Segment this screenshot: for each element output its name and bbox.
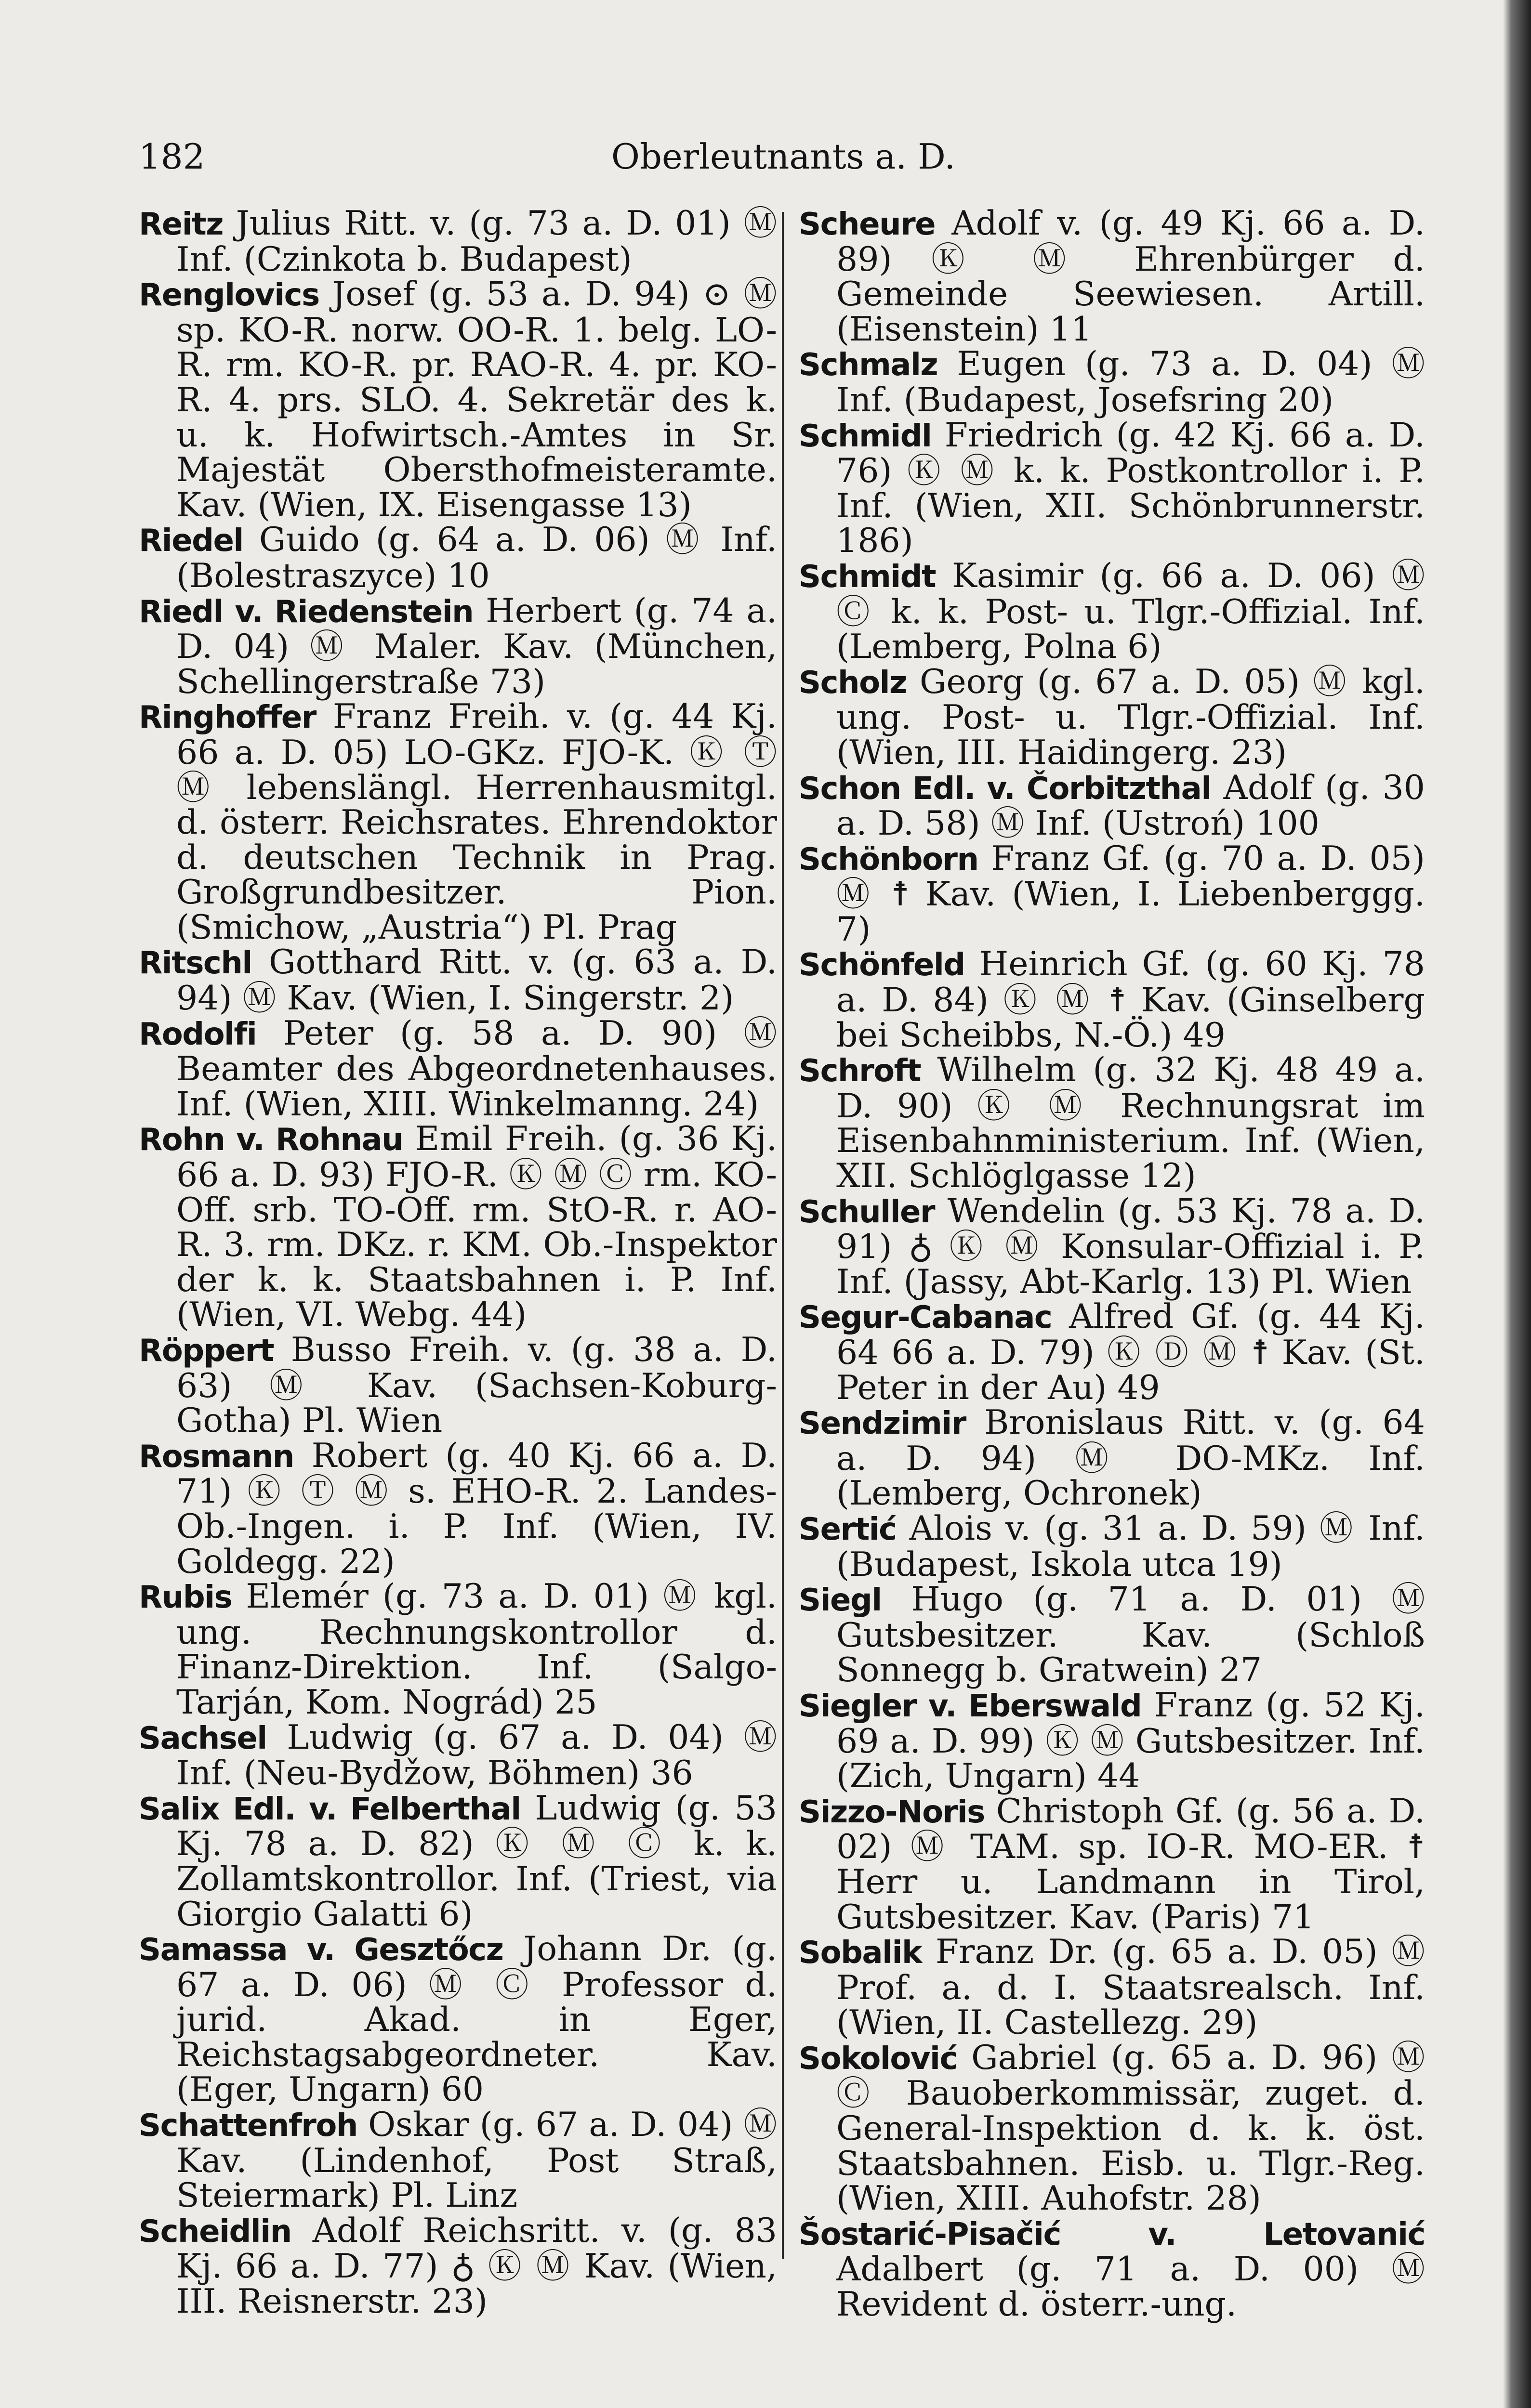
entry-text: Guido (g. 64 a. D. 06) Ⓜ Inf. (Bolestraszyce) 10 bbox=[176, 520, 777, 595]
entry-name: Röppert bbox=[139, 1333, 274, 1369]
directory-entry bbox=[139, 1788, 777, 1934]
entry-name: Sokolović bbox=[799, 2041, 957, 2077]
entry-text: Elemér (g. 73 a. D. 01) Ⓜ kgl. ung. Rechnungskontrollor d. Finanz-Direktion. Inf. (Salgo-Tarján, Kom. Nográd) 25 bbox=[176, 1577, 777, 1722]
directory-entry bbox=[799, 415, 1425, 561]
entry-name: Sendzimir bbox=[799, 1406, 966, 1442]
entry-text: Alfred Gf. (g. 44 Kj. 64 66 a. D. 79) Ⓚ Ⓓ Ⓜ ☨ Kav. (St. Peter in der Au) 49 bbox=[836, 1297, 1425, 1407]
entry-text: Franz (g. 52 Kj. 69 a. D. 99) Ⓚ Ⓜ Gutsbesitzer. Inf. (Zich, Ungarn) 44 bbox=[836, 1685, 1425, 1796]
entry-text: Adolf (g. 30 a. D. 58) Ⓜ Inf. (Ustroń) 100 bbox=[836, 768, 1425, 843]
directory-entry bbox=[139, 1929, 777, 2109]
entry-text: Christoph Gf. (g. 56 a. D. 02) Ⓜ TAM. sp. IO-R. MO-ER. ☨ Herr u. Landmann in Tirol, Gutsbesitzer. Kav. (Paris) 71 bbox=[836, 1791, 1425, 1937]
entry-text: Heinrich Gf. (g. 60 Kj. 78 a. D. 84) Ⓚ Ⓜ ☨ Kav. (Ginselberg bei Scheibbs, N.-Ö.) 49 bbox=[836, 944, 1425, 1055]
entry-text: Hugo (g. 71 a. D. 01) Ⓜ Gutsbesitzer. Kav. (Schloß Sonnegg b. Gratwein) 27 bbox=[836, 1580, 1425, 1690]
entry-text: Oskar (g. 67 a. D. 04) Ⓜ Kav. (Lindenhof, Post Straß, Steiermark) Pl. Linz bbox=[176, 2105, 777, 2215]
entry-name: Riedl v. Riedenstein bbox=[139, 594, 474, 630]
directory-entry bbox=[139, 591, 778, 701]
entry-name: Scheidlin bbox=[139, 2213, 291, 2250]
entry-text: Franz Freih. v. (g. 44 Kj. 66 a. D. 05) LO-GKz. FJO-K. Ⓚ Ⓣ Ⓜ lebenslängl. Herrenhausmitgl. d. österr. Reichsrates. Ehrendoktor d. deutschen Technik in Prag. Großgrundbesitzer. Pion. (Smichow, „Austria“) Pl. Prag bbox=[176, 697, 777, 947]
page-header bbox=[139, 130, 1428, 183]
entry-name: Schattenfroh bbox=[139, 2108, 357, 2144]
entry-text: Friedrich (g. 42 Kj. 66 a. D. 76) Ⓚ Ⓜ k. k. Postkontrollor i. P. Inf. (Wien, XII. Schönbrunnerstr. 186) bbox=[836, 415, 1425, 561]
directory-entry bbox=[799, 944, 1425, 1055]
entry-text: Herbert (g. 74 a. D. 04) Ⓜ Maler. Kav. (München, Schellingerstraße 73) bbox=[176, 591, 778, 701]
entry-name: Rodolfi bbox=[139, 1016, 257, 1052]
entry-text: Georg (g. 67 a. D. 05) Ⓜ kgl. ung. Post- u. Tlgr.-Offizial. Inf. (Wien, III. Haidingerg. 23) bbox=[836, 662, 1425, 772]
right-column bbox=[799, 206, 1425, 2322]
entry-name: Schönfeld bbox=[799, 947, 965, 983]
page-edge-shadow bbox=[1503, 0, 1531, 2408]
entry-text: Adolf v. (g. 49 Kj. 66 a. D. 89) Ⓚ Ⓜ Ehrenbürger d. Gemeinde Seewiesen. Artill. (Eisenstein) 11 bbox=[836, 204, 1425, 349]
directory-entry bbox=[799, 768, 1425, 843]
entry-name: Siegler v. Eberswald bbox=[799, 1688, 1142, 1724]
entry-text: Emil Freih. (g. 36 Kj. 66 a. D. 93) FJO-R. Ⓚ Ⓜ Ⓒ rm. KO-Off. srb. TO-Off. rm. StO-R. r. AO-R. 3. rm. DKz. r. KM. Ob.-Inspektor der k. k. Staatsbahnen i. P. Inf. (Wien, VI. Webg. 44) bbox=[176, 1119, 778, 1335]
directory-entry bbox=[139, 2107, 777, 2213]
entry-text: Franz Dr. (g. 65 a. D. 05) Ⓜ Prof. a. d. I. Staatsrealsch. Inf. (Wien, II. Castellezg. 29) bbox=[836, 1932, 1425, 2042]
directory-entry bbox=[799, 2216, 1425, 2322]
directory-entry bbox=[799, 838, 1425, 949]
directory-entry bbox=[799, 344, 1425, 419]
entry-name: Schroft bbox=[799, 1053, 921, 1089]
entry-name: Schönborn bbox=[799, 841, 978, 877]
directory-entry bbox=[799, 662, 1425, 772]
entry-name: Scheure bbox=[799, 207, 936, 242]
entry-name: Scholz bbox=[799, 665, 907, 701]
directory-entry bbox=[139, 942, 777, 1018]
entry-text: Alois v. (g. 31 a. D. 59) Ⓜ Inf. (Budapest, Iskola utca 19) bbox=[836, 1508, 1425, 1584]
entry-name: Riedel bbox=[139, 523, 243, 559]
directory-entry bbox=[139, 1717, 777, 1793]
directory-entry bbox=[139, 699, 777, 945]
directory-entry bbox=[139, 2213, 777, 2319]
directory-entry bbox=[799, 1791, 1425, 1937]
entry-text: Kasimir (g. 66 a. D. 06) Ⓜ Ⓒ k. k. Post- u. Tlgr.-Offizial. Inf. (Lemberg, Polna 6) bbox=[836, 556, 1425, 667]
entry-text: Ludwig (g. 67 a. D. 04) Ⓜ Inf. (Neu-Bydžow, Böhmen) 36 bbox=[176, 1717, 777, 1793]
directory-entry bbox=[799, 1191, 1425, 1301]
left-column bbox=[139, 206, 777, 2319]
directory-entry bbox=[799, 1050, 1425, 1196]
entry-name: Sobalik bbox=[799, 1935, 922, 1971]
entry-name: Renglovics bbox=[139, 277, 319, 314]
entry-name: Samassa v. Gesztőcz bbox=[139, 1932, 503, 1968]
entry-name: Salix Edl. v. Felberthal bbox=[139, 1791, 521, 1827]
entry-name: Schuller bbox=[799, 1194, 935, 1230]
entry-text: Gabriel (g. 65 a. D. 96) Ⓜ Ⓒ Bauoberkommissär, zuget. d. General-Inspektion d. k. k. öst. Staatsbahnen. Eisb. u. Tlgr.-Reg. (Wien, XIII. Auhofstr. 28) bbox=[836, 2038, 1425, 2218]
directory-entry bbox=[139, 1330, 777, 1440]
entry-text: Adolf Reichsritt. v. (g. 83 Kj. 66 a. D. 77) ♁ Ⓚ Ⓜ Kav. (Wien, III. Reisnerstr. 23) bbox=[176, 2211, 777, 2321]
entry-text: Johann Dr. (g. 67 a. D. 06) Ⓜ Ⓒ Professor d. jurid. Akad. in Eger, Reichstagsabgeordneter. Kav. (Eger, Ungarn) 60 bbox=[176, 1929, 777, 2109]
entry-text: Peter (g. 58 a. D. 90) Ⓜ Beamter des Abgeordnetenhauses. Inf. (Wien, XIII. Winkelmanng. 24) bbox=[176, 1013, 777, 1124]
directory-entry bbox=[799, 1685, 1425, 1796]
entry-name: Ringhoffer bbox=[139, 700, 316, 736]
entry-name: Schon Edl. v. Čorbitzthal bbox=[799, 771, 1211, 807]
entry-text: Julius Ritt. v. (g. 73 a. D. 01) Ⓜ Inf. (Czinkota b. Budapest) bbox=[176, 204, 777, 279]
directory-entry bbox=[139, 277, 777, 523]
entry-name: Ritschl bbox=[139, 945, 252, 982]
entry-name: Šostarić-Pisačić v. Letovanić bbox=[799, 2216, 1425, 2252]
directory-entry bbox=[799, 1299, 1425, 1405]
directory-entry bbox=[799, 2038, 1425, 2218]
entry-text: Wendelin (g. 53 Kj. 78 a. D. 91) ♁ Ⓚ Ⓜ Konsular-Offizial i. P. Inf. (Jassy, Abt-Karlg. 13) Pl. Wien bbox=[836, 1191, 1425, 1301]
entry-name: Rohn v. Rohnau bbox=[139, 1122, 403, 1158]
entry-text: Wilhelm (g. 32 Kj. 48 49 a. D. 90) Ⓚ Ⓜ Rechnungsrat im Eisenbahnministerium. Inf. (Wien, XII. Schlöglgasse 12) bbox=[836, 1050, 1425, 1196]
entry-name: Rubis bbox=[139, 1580, 232, 1616]
entry-text: Robert (g. 40 Kj. 66 a. D. 71) Ⓚ Ⓣ Ⓜ s. EHO-R. 2. Landes-Ob.-Ingen. i. P. Inf. (Wien, IV. Goldegg. 22) bbox=[176, 1436, 777, 1581]
running-title: Oberleutnants a. D. bbox=[611, 136, 956, 177]
directory-entry bbox=[139, 206, 777, 277]
entry-text: Bronislaus Ritt. v. (g. 64 a. D. 94) Ⓜ DO-MKz. Inf. (Lemberg, Ochronek) bbox=[836, 1403, 1425, 1513]
directory-entry bbox=[139, 1119, 778, 1335]
entry-text: Busso Freih. v. (g. 38 a. D. 63) Ⓜ Kav. (Sachsen-Koburg-Gotha) Pl. Wien bbox=[176, 1330, 777, 1440]
entry-name: Reitz bbox=[139, 207, 223, 242]
entry-text: Franz Gf. (g. 70 a. D. 05) Ⓜ ☨ Kav. (Wien, I. Liebenberggg. 7) bbox=[836, 838, 1425, 949]
directory-entry bbox=[799, 1932, 1425, 2042]
directory-entry bbox=[139, 1436, 777, 1581]
entry-name: Segur-Cabanac bbox=[799, 1300, 1052, 1336]
entry-name: Rosmann bbox=[139, 1439, 294, 1475]
directory-entry bbox=[799, 1582, 1425, 1688]
entry-text: Ludwig (g. 53 Kj. 78 a. D. 82) Ⓚ Ⓜ Ⓒ k. k. Zollamtskontrollor. Inf. (Triest, via Giorgio Galatti 6) bbox=[176, 1788, 777, 1934]
entry-name: Schmidl bbox=[799, 418, 932, 454]
entry-text: Adalbert (g. 71 a. D. 00) Ⓜ Revident d. österr.-ung. bbox=[836, 2250, 1425, 2324]
directory-entry bbox=[139, 520, 777, 595]
entry-name: Sertić bbox=[799, 1511, 897, 1547]
directory-entry bbox=[799, 1405, 1425, 1511]
entry-name: Schmidt bbox=[799, 559, 936, 595]
directory-entry bbox=[799, 1508, 1425, 1584]
column-divider bbox=[782, 212, 784, 2259]
entry-text: Gotthard Ritt. v. (g. 63 a. D. 94) Ⓜ Kav. (Wien, I. Singerstr. 2) bbox=[176, 942, 777, 1018]
entry-name: Sizzo-Noris bbox=[799, 1794, 985, 1830]
directory-entry bbox=[799, 556, 1425, 667]
page-number: 182 bbox=[139, 136, 205, 177]
entry-name: Schmalz bbox=[799, 347, 938, 383]
directory-entry bbox=[139, 1579, 777, 1720]
directory-entry bbox=[139, 1013, 777, 1124]
directory-entry bbox=[799, 206, 1425, 347]
entry-name: Sachsel bbox=[139, 1720, 267, 1756]
entry-name: Siegl bbox=[799, 1583, 882, 1619]
entry-text: Eugen (g. 73 a. D. 04) Ⓜ Inf. (Budapest, Josefsring 20) bbox=[836, 344, 1425, 419]
entry-text: Josef (g. 53 a. D. 94) ⊙ Ⓜ sp. KO-R. norw. OO-R. 1. belg. LO-R. rm. KO-R. pr. RAO-R. 4. pr. KO-R. 4. prs. SLO. 4. Sekretär des k. u. k. Hofwirtsch.-Amtes in Sr. Majestät Obersthofmeisteramte. Kav. (Wien, IX. Eisengasse 13) bbox=[176, 275, 777, 524]
